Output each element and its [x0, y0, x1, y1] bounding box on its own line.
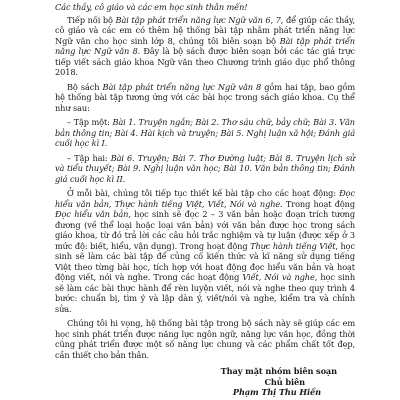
- text-run: . Đây là bộ sách được biên soạn bởi các tác giả trực tiếp viết sách giáo khoa Ngữ văn theo Chương trình giáo dục phổ thông 2018.: [55, 46, 355, 77]
- signature-block: [55, 366, 355, 398]
- text-run: Tiếp nối bộ: [67, 14, 116, 25]
- structure-paragraph: [55, 82, 355, 114]
- text-run: Bộ sách: [67, 81, 103, 92]
- book-title: Bài tập phát triển năng lực Ngữ văn 8: [102, 81, 262, 92]
- book-title-prev: Bài tập phát triển năng lực Ngữ văn 6, 7: [115, 14, 281, 25]
- list-items: Bài 6. Truyện; Bài 7. Thơ Đường luật; Bài 8. Truyện lịch sử và tiểu thuyết; Bài 9. Nghị luận văn học; Bài 10. Văn bản thông tin; Đánh giá cuối học kì II.: [55, 152, 355, 184]
- text-run: , học sinh sẽ đọc 2 – 3 văn bản hoặc đoạn trích tương đương (về thể loại hoặc loại văn bản) với văn bản được học trong sách giáo khoa, từ đó trả lời các câu hỏi trắc nghiệm và tự luận (được xếp ở 3 mức độ: biết, hiểu, vận dụng). Trong hoạt động: [55, 209, 355, 251]
- list-items: Bài 1. Truyện ngắn; Bài 2. Thơ sáu chữ, bảy chữ; Bài 3. Văn bản thông tin; Bài 4. Hài kịch và truyện; Bài 5. Nghị luận xã hội; Đánh giá cuối học kì I.: [55, 117, 355, 148]
- greeting: Các thầy, cô giáo và các em học sinh thân mến!: [55, 2, 248, 12]
- intro-paragraph: [55, 15, 355, 78]
- volume-one-list: [55, 117, 355, 149]
- signature-team: Thay mặt nhóm biên soạn: [220, 366, 337, 376]
- activity-name: Thực hành tiếng Việt: [250, 240, 336, 251]
- text-run: , học sinh sẽ làm các bài thực hành để rèn luyện viết, nói và nghe theo quy trình 4 bước: chuẩn bị, tìm ý và lập dàn ý, viết/nói và nghe, kiểm tra và chỉnh sửa.: [55, 272, 356, 314]
- closing-paragraph: Chúng tôi hi vọng, hệ thống bài tập trong bộ sách này sẽ giúp các em học sinh phát triển được năng lực ngôn ngữ, năng lực văn học, đồng thời cũng phát triển được một số năng lực chung và các phẩm chất tốt đẹp, cần thiết cho bản thân.: [55, 318, 355, 360]
- text-run: , học sinh sẽ làm các bài tập để củng cố kiến thức và kĩ năng sử dụng tiếng Việt theo từng bài học, tích hợp với hoạt động đọc hiểu văn bản và hoạt động viết, nói và nghe. Trong các hoạt động: [55, 240, 355, 282]
- document-body: [55, 2, 355, 398]
- signature-name: Phạm Thị Thu Hiền: [232, 387, 321, 397]
- signature-role: Chủ biên: [264, 376, 305, 387]
- list-lead: – Tập hai:: [67, 152, 111, 163]
- activity-name: Đọc hiểu văn bản: [55, 209, 129, 219]
- text-run: Ở mỗi bài, chúng tôi tiếp tục thiết kế bài tập cho các hoạt động:: [67, 188, 340, 198]
- activity-name: Viết, Nói và nghe: [242, 272, 315, 282]
- activity-names: Đọc hiểu văn bản, Thực hành tiếng Việt, Viết, Nói và nghe: [55, 188, 355, 209]
- text-run: , để giúp các thầy, cô giáo và các em có thêm hệ thống bài tập nhằm phát triển năng lực Ngữ văn cho học sinh lớp 8, chúng tôi biên soạn bộ: [55, 14, 355, 46]
- text-run: . Trong hoạt động: [280, 198, 355, 209]
- text-run: gồm hai tập, bao gồm hệ thống bài tập tương ứng với các bài học trong sách giáo khoa. Cụ thể như sau:: [55, 81, 355, 113]
- volume-two-list: [55, 153, 355, 185]
- activities-paragraph: [55, 188, 355, 314]
- list-lead: – Tập một:: [67, 117, 113, 127]
- book-title: Bài tập phát triển năng lực Ngữ văn 8: [55, 35, 355, 56]
